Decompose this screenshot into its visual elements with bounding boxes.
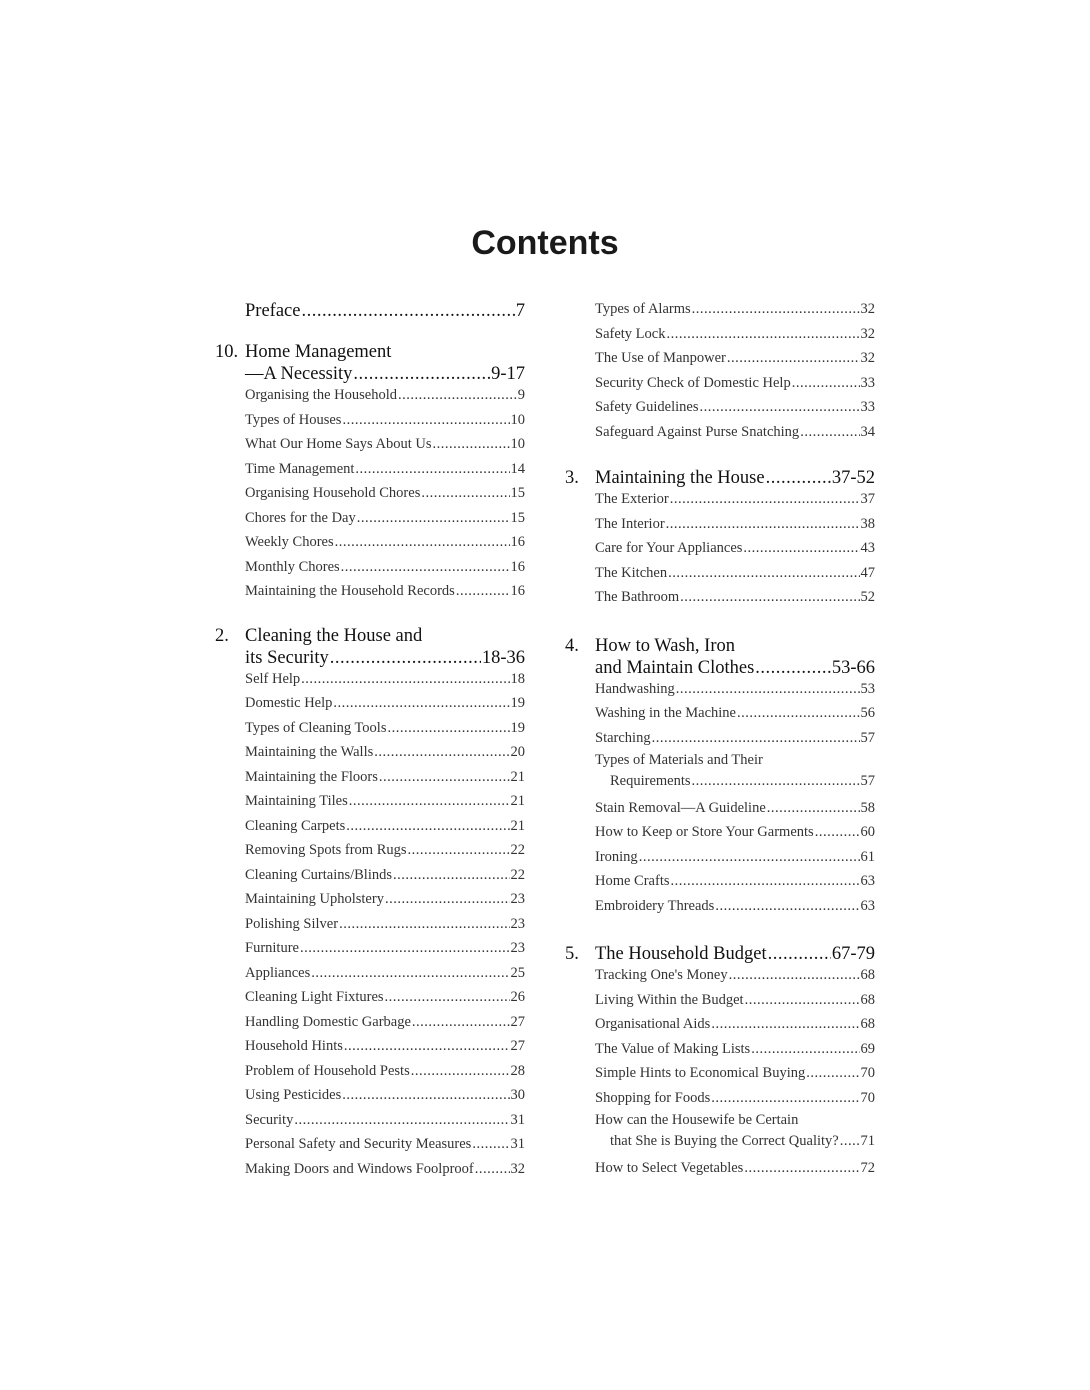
entry-title: Chores for the Day <box>245 509 356 526</box>
dot-leader <box>357 506 510 531</box>
page-number: 14 <box>510 460 525 477</box>
page-number: 16 <box>510 558 525 575</box>
toc-entry[interactable] <box>215 1083 525 1108</box>
entry-title: Making Doors and Windows Foolproof <box>245 1160 474 1177</box>
entry-title: Cleaning Light Fixtures <box>245 989 384 1005</box>
toc-entry[interactable] <box>215 716 525 741</box>
entry-title: Maintaining the Floors <box>245 768 378 785</box>
entry-title: Maintaining Upholstery <box>245 891 384 907</box>
dot-leader <box>692 771 860 792</box>
entry-number: 4. <box>565 635 579 656</box>
section-heading-line[interactable] <box>215 625 525 647</box>
page-number: 19 <box>510 695 525 711</box>
dot-leader <box>432 432 509 457</box>
section-heading-line[interactable] <box>565 467 875 489</box>
toc-subentries <box>215 667 525 1182</box>
dot-leader <box>342 1083 509 1108</box>
page-number: 27 <box>510 1013 525 1030</box>
toc-entry[interactable] <box>215 457 525 482</box>
section-heading[interactable] <box>215 625 525 669</box>
page-number: 47 <box>860 564 875 581</box>
section-heading-line[interactable] <box>565 657 875 679</box>
entry-title: Home Crafts <box>595 873 670 889</box>
toc-entry[interactable] <box>215 1010 525 1035</box>
entry-number: 5. <box>565 944 579 964</box>
entry-title: Shopping for Foods <box>595 1089 711 1106</box>
toc-subentries <box>565 677 875 919</box>
dot-leader <box>456 579 510 604</box>
section-heading-line[interactable] <box>215 647 525 669</box>
page-number: 37 <box>860 491 875 507</box>
entry-title: Cleaning Curtains/Blinds <box>245 866 393 883</box>
section-heading[interactable] <box>565 943 875 965</box>
toc-entry[interactable] <box>215 1034 525 1059</box>
page-number: 15 <box>510 485 525 501</box>
toc-entry[interactable] <box>565 512 875 537</box>
toc-entry[interactable] <box>215 814 525 839</box>
entry-title: Embroidery Threads <box>595 897 715 914</box>
dot-leader <box>300 936 510 961</box>
dot-leader <box>800 420 859 445</box>
page-number: 32 <box>860 301 875 317</box>
dot-leader <box>666 512 860 537</box>
page-number: 58 <box>860 799 875 816</box>
toc-entry[interactable] <box>565 845 875 870</box>
entry-title: What Our Home Says About Us <box>245 436 432 452</box>
entry-title: Using Pesticides <box>245 1087 342 1103</box>
dot-leader <box>344 1034 510 1059</box>
entry-number: 2. <box>215 625 229 646</box>
toc-entry-line[interactable] <box>565 771 875 792</box>
dot-leader <box>472 1132 509 1157</box>
page-number: 10 <box>510 436 525 452</box>
page-number: 23 <box>510 891 525 907</box>
dot-leader <box>639 845 860 870</box>
toc-entry[interactable] <box>565 1110 875 1156</box>
dot-leader <box>341 555 510 580</box>
page-number: 57 <box>860 773 875 789</box>
toc-entry[interactable] <box>215 691 525 716</box>
entry-title: Personal Safety and Security Measures <box>245 1136 472 1152</box>
dot-leader <box>652 726 860 751</box>
dot-leader <box>737 701 860 726</box>
toc-entry[interactable] <box>215 432 525 457</box>
dot-leader <box>411 1059 510 1084</box>
dot-leader <box>668 561 859 586</box>
entry-title: its Security <box>245 647 329 668</box>
entry-title: Handwashing <box>595 680 675 697</box>
entry-title: Appliances <box>245 964 311 981</box>
toc-entry[interactable] <box>215 936 525 961</box>
toc-block-section <box>565 635 875 919</box>
page-number: 21 <box>510 768 525 785</box>
entry-title: and Maintain Clothes <box>595 657 755 678</box>
toc-entry[interactable] <box>215 912 525 937</box>
page-number: 53-66 <box>831 657 875 678</box>
dot-leader <box>815 820 860 845</box>
entry-number: 3. <box>565 468 579 488</box>
toc-entry[interactable] <box>215 408 525 433</box>
toc-entry[interactable] <box>565 1156 875 1181</box>
entry-title: The Use of Manpower <box>595 350 726 366</box>
toc-subentries <box>565 297 875 444</box>
page-number: 38 <box>860 515 875 532</box>
toc-entry[interactable] <box>215 740 525 765</box>
page-number: 57 <box>860 729 875 746</box>
toc-entry[interactable] <box>215 383 525 408</box>
dot-leader <box>346 814 509 839</box>
page-number: 23 <box>510 940 525 956</box>
page-number: 19 <box>510 719 525 736</box>
toc-entry[interactable] <box>215 506 525 531</box>
entry-title: Preface <box>245 301 301 321</box>
page-number: 67-79 <box>831 944 875 964</box>
toc-entry[interactable] <box>565 750 875 796</box>
entry-title: Tracking One's Money <box>595 967 728 983</box>
page-number: 68 <box>860 1016 875 1032</box>
dot-leader <box>333 691 509 716</box>
entry-title: Maintaining the House <box>595 468 765 488</box>
entry-title: Domestic Help <box>245 695 333 711</box>
dot-leader <box>680 585 859 610</box>
dot-leader <box>385 985 510 1010</box>
entry-title: Types of Cleaning Tools <box>245 719 387 736</box>
dot-leader <box>666 322 859 347</box>
page-number: 63 <box>860 897 875 914</box>
dot-leader <box>744 1156 859 1181</box>
entry-title: Stain Removal—A Guideline <box>595 799 766 816</box>
entry-title: How to Wash, Iron <box>595 635 735 656</box>
toc-entry[interactable] <box>565 1061 875 1086</box>
toc-entry[interactable] <box>215 789 525 814</box>
page-number: 16 <box>510 583 525 599</box>
dot-leader <box>412 1010 510 1035</box>
page-number: 16 <box>510 534 525 550</box>
entry-title: Maintaining Tiles <box>245 793 348 809</box>
dot-leader <box>729 963 860 988</box>
page-number: 9-17 <box>491 364 525 384</box>
toc-entry[interactable] <box>215 1132 525 1157</box>
toc-entry-preface[interactable] <box>215 299 525 323</box>
entry-title: Monthly Chores <box>245 558 340 575</box>
page-number: 32 <box>860 325 875 342</box>
dot-leader <box>768 943 831 965</box>
entry-title: Organising Household Chores <box>245 485 421 501</box>
entry-title: —A Necessity <box>245 364 353 384</box>
toc-entry[interactable] <box>565 677 875 702</box>
dot-leader <box>385 887 510 912</box>
entry-title: that She is Buying the Correct Quality? <box>610 1133 839 1149</box>
toc-entry[interactable] <box>215 961 525 986</box>
entry-title: Requirements <box>610 773 691 789</box>
dot-leader <box>767 796 860 821</box>
page-number: 34 <box>860 423 875 440</box>
toc-entry[interactable] <box>565 487 875 512</box>
toc-block-continued <box>565 297 875 444</box>
page-number: 28 <box>510 1062 525 1079</box>
dot-leader <box>475 1157 510 1182</box>
entry-title: Security <box>245 1111 294 1128</box>
entry-title: The Value of Making Lists <box>595 1040 751 1057</box>
toc-entry[interactable] <box>565 988 875 1013</box>
entry-title: The Household Budget <box>595 944 767 964</box>
toc-entry[interactable] <box>565 322 875 347</box>
page-number: 70 <box>860 1065 875 1081</box>
page-number: 7 <box>515 301 525 321</box>
toc-block-section <box>215 341 525 604</box>
toc-entry[interactable] <box>215 863 525 888</box>
dot-leader <box>301 299 514 323</box>
dot-leader <box>711 1012 859 1037</box>
entry-title: Home Management <box>245 342 392 362</box>
dot-leader <box>715 894 859 919</box>
toc-subentries <box>565 487 875 610</box>
page-number: 53 <box>860 680 875 697</box>
section-heading-line[interactable] <box>215 363 525 385</box>
page-number: 69 <box>860 1040 875 1057</box>
toc-entry[interactable] <box>565 869 875 894</box>
toc-block-section <box>565 467 875 610</box>
toc-entry[interactable] <box>565 820 875 845</box>
toc-entry[interactable] <box>565 1037 875 1062</box>
dot-leader <box>755 657 831 679</box>
page-title: Contents <box>471 224 619 262</box>
entry-title: Maintaining the Household Records <box>245 583 455 599</box>
entry-title: Organisational Aids <box>595 1016 711 1032</box>
entry-title: Safety Guidelines <box>595 399 699 415</box>
section-heading[interactable] <box>565 635 875 679</box>
entry-title: Washing in the Machine <box>595 705 736 721</box>
entry-title: Household Hints <box>245 1038 343 1054</box>
page-number: 26 <box>510 989 525 1005</box>
page-number: 27 <box>510 1038 525 1054</box>
page-number: 68 <box>860 967 875 983</box>
toc-entry-line[interactable] <box>565 1131 875 1152</box>
section-heading-line[interactable] <box>215 341 525 363</box>
page-number: 31 <box>510 1136 525 1152</box>
entry-title: Weekly Chores <box>245 534 334 550</box>
section-heading-line[interactable] <box>565 943 875 965</box>
entry-title: Types of Alarms <box>595 301 691 317</box>
entry-title: Types of Materials and Their <box>595 752 763 768</box>
entry-title: Organising the Household <box>245 387 397 403</box>
entry-title: Safeguard Against Purse Snatching <box>595 423 800 440</box>
page-number: 22 <box>510 866 525 883</box>
toc-block-section <box>565 943 875 1180</box>
page-number: 71 <box>860 1133 875 1149</box>
entry-title: The Interior <box>595 515 665 532</box>
page-number: 18-36 <box>481 647 525 668</box>
toc-entry[interactable] <box>565 371 875 396</box>
page-number: 52 <box>860 589 875 605</box>
page-number: 22 <box>510 842 525 858</box>
page-number: 68 <box>860 991 875 1008</box>
dot-leader <box>387 716 509 741</box>
entry-title: Safety Lock <box>595 325 666 342</box>
dot-leader <box>330 647 481 669</box>
toc-column-left <box>215 299 525 1181</box>
page-number: 9 <box>517 387 525 403</box>
entry-title: Furniture <box>245 940 299 956</box>
entry-title: Starching <box>595 729 651 746</box>
toc-entry[interactable] <box>565 894 875 919</box>
toc-entry[interactable] <box>215 838 525 863</box>
page-number: 56 <box>860 705 875 721</box>
entry-title: Care for Your Appliances <box>595 540 743 556</box>
page-number: 30 <box>510 1087 525 1103</box>
entry-title: Maintaining the Walls <box>245 744 374 760</box>
dot-leader <box>806 1061 859 1086</box>
page-number: 63 <box>860 873 875 889</box>
dot-leader <box>301 667 509 692</box>
dot-leader <box>342 408 509 433</box>
dot-leader <box>692 297 860 322</box>
toc-entry-line[interactable] <box>565 750 875 771</box>
dot-leader <box>349 789 510 814</box>
entry-title: Problem of Household Pests <box>245 1062 410 1079</box>
toc-entry[interactable] <box>565 585 875 610</box>
section-heading-line[interactable] <box>565 635 875 657</box>
page-number: 20 <box>510 744 525 760</box>
dot-leader <box>335 530 510 555</box>
section-heading[interactable] <box>565 467 875 489</box>
dot-leader <box>745 988 860 1013</box>
page-number: 15 <box>510 509 525 526</box>
dot-leader <box>766 467 831 489</box>
page-number: 43 <box>860 540 875 556</box>
page-number: 23 <box>510 915 525 932</box>
entry-title: Polishing Silver <box>245 915 339 932</box>
dot-leader <box>398 383 517 408</box>
entry-title: How to Keep or Store Your Garments <box>595 824 814 840</box>
dot-leader <box>294 1108 509 1133</box>
dot-leader <box>421 481 509 506</box>
toc-entry[interactable] <box>565 1086 875 1111</box>
toc-entry[interactable] <box>565 536 875 561</box>
toc-entry[interactable] <box>215 481 525 506</box>
section-heading[interactable] <box>215 341 525 385</box>
page-number: 72 <box>860 1159 875 1176</box>
toc-entry[interactable] <box>215 555 525 580</box>
dot-leader <box>751 1037 859 1062</box>
page-number: 37-52 <box>831 468 875 488</box>
page-number: 60 <box>860 824 875 840</box>
entry-title: Removing Spots from Rugs <box>245 842 407 858</box>
dot-leader <box>743 536 859 561</box>
toc-entry-line[interactable] <box>565 1110 875 1131</box>
entry-title: The Kitchen <box>595 564 668 581</box>
dot-leader <box>408 838 510 863</box>
page-number: 31 <box>510 1111 525 1128</box>
entry-number: 10. <box>215 342 239 362</box>
toc-entry[interactable] <box>215 1059 525 1084</box>
page-number: 32 <box>510 1160 525 1177</box>
toc-subentries <box>215 383 525 604</box>
toc-entry[interactable] <box>215 579 525 604</box>
toc-entry[interactable] <box>565 561 875 586</box>
entry-title: Ironing <box>595 848 638 865</box>
page-number: 21 <box>510 793 525 809</box>
toc-column-right <box>565 297 875 1180</box>
toc-entry[interactable] <box>565 420 875 445</box>
toc-entry[interactable] <box>215 985 525 1010</box>
dot-leader <box>700 395 860 420</box>
toc-block-section <box>215 625 525 1182</box>
toc-entry[interactable] <box>565 395 875 420</box>
toc-entry[interactable] <box>565 963 875 988</box>
dot-leader <box>355 457 509 482</box>
page-number: 70 <box>860 1089 875 1106</box>
toc-entry[interactable] <box>215 1108 525 1133</box>
dot-leader <box>379 765 510 790</box>
page-number: 10 <box>510 411 525 428</box>
entry-title: Cleaning Carpets <box>245 817 346 834</box>
toc-entry[interactable] <box>215 1157 525 1182</box>
toc-entry[interactable] <box>215 530 525 555</box>
dot-leader <box>840 1131 860 1152</box>
entry-title: How to Select Vegetables <box>595 1159 744 1176</box>
entry-title: Time Management <box>245 460 355 477</box>
entry-title: Living Within the Budget <box>595 991 744 1008</box>
toc-block-preface <box>215 299 525 323</box>
page-number: 21 <box>510 817 525 834</box>
toc-entry[interactable] <box>565 726 875 751</box>
page-number: 61 <box>860 848 875 865</box>
entry-title: Simple Hints to Economical Buying <box>595 1065 806 1081</box>
dot-leader <box>671 869 860 894</box>
page-number: 33 <box>860 374 875 391</box>
entry-title: How can the Housewife be Certain <box>595 1112 799 1128</box>
entry-title: Types of Houses <box>245 411 342 428</box>
dot-leader <box>339 912 509 937</box>
toc-entry[interactable] <box>215 887 525 912</box>
dot-leader <box>792 371 860 396</box>
toc-entry[interactable] <box>565 796 875 821</box>
toc-entry[interactable] <box>215 667 525 692</box>
entry-title: The Bathroom <box>595 589 680 605</box>
toc-entry[interactable] <box>565 297 875 322</box>
dot-leader <box>311 961 509 986</box>
dot-leader <box>670 487 860 512</box>
dot-leader <box>393 863 509 888</box>
page-number: 18 <box>510 670 525 687</box>
toc-entry[interactable] <box>565 1012 875 1037</box>
entry-title: Security Check of Domestic Help <box>595 374 791 391</box>
toc-entry[interactable] <box>565 701 875 726</box>
dot-leader <box>711 1086 859 1111</box>
toc-subentries <box>565 963 875 1180</box>
entry-title: Self Help <box>245 670 301 687</box>
toc-entry[interactable] <box>565 346 875 371</box>
entry-title: Handling Domestic Garbage <box>245 1013 411 1030</box>
dot-leader <box>676 677 860 702</box>
page-number: 32 <box>860 350 875 366</box>
dot-leader <box>374 740 509 765</box>
entry-title: The Exterior <box>595 491 669 507</box>
toc-entry[interactable] <box>215 765 525 790</box>
dot-leader <box>727 346 860 371</box>
dot-leader <box>353 363 490 385</box>
entry-title: Cleaning the House and <box>245 625 423 646</box>
page-number: 25 <box>510 964 525 981</box>
page-number: 33 <box>860 399 875 415</box>
